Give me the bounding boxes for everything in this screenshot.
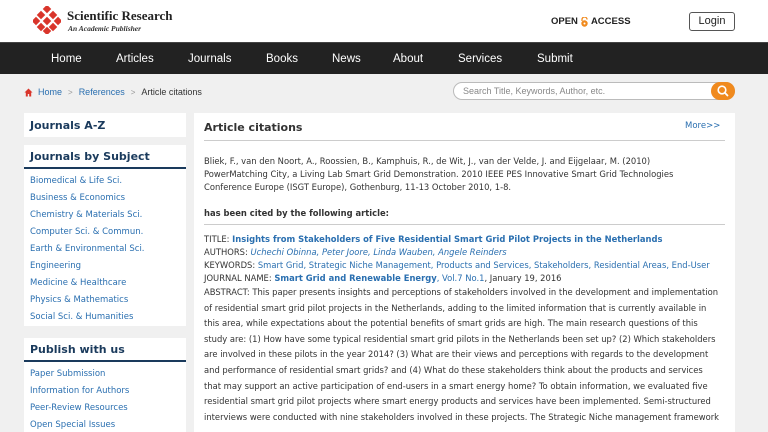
search-input[interactable] — [463, 83, 703, 99]
search-icon — [711, 82, 735, 100]
nav-books[interactable]: Books — [266, 53, 298, 65]
journal-date: , January 19, 2016 — [484, 273, 562, 283]
breadcrumb-separator: > — [68, 87, 73, 97]
keyword-link[interactable]: Products and Services — [436, 260, 529, 270]
reference-line: Conference Europe (ISGT Europe), Gothenburg, 11-13 October 2010, 1-8. — [204, 182, 512, 192]
publish-with-us-panel — [24, 338, 186, 432]
journal-name-link[interactable]: Smart Grid and Renewable Energy — [274, 273, 437, 283]
divider — [24, 360, 186, 362]
abstract-line: that may support an active participation of end-users in a smart energy home? To obtain information, we evaluated five — [204, 380, 708, 391]
divider — [204, 140, 725, 141]
abstract-line: are involved in these pilots in the year 2014? (3) What are their views and perceptions with regards to the development — [204, 349, 709, 360]
breadcrumb — [24, 87, 202, 97]
publish-with-us-heading: Publish with us — [30, 343, 125, 356]
abstract-line: of residential smart grid pilot projects in the Netherlands, adding to the limited information that is currently available in — [204, 302, 707, 313]
breadcrumb-current: Article citations — [141, 87, 202, 97]
abstract-line: this area, while expectations about the potential benefits of smart grids are high. The main research questions of this — [204, 318, 698, 329]
open-access-left: OPEN — [551, 16, 578, 27]
article-keywords-row: KEYWORDS: Smart Grid, Strategic Niche Management, Products and Services, Stakeholders, Residential Areas, End-User — [204, 260, 710, 270]
abstract-line: residential smart grid pilot projects where smart energy products and services have been implemented. Semi-structured — [204, 396, 711, 407]
nav-news[interactable]: News — [332, 53, 361, 65]
cited-by-label: has been cited by the following article: — [204, 208, 390, 218]
more-link[interactable]: More>> — [685, 121, 721, 131]
subject-link[interactable]: Chemistry & Materials Sci. — [30, 210, 143, 220]
journals-az-panel — [24, 113, 186, 137]
publish-link[interactable]: Paper Submission — [30, 369, 106, 379]
subject-link[interactable]: Medicine & Healthcare — [30, 278, 127, 288]
abstract-line: This paper presents insights and perceptions of stakeholders involved in the development and implementation — [252, 287, 718, 297]
search-button[interactable] — [711, 82, 735, 100]
title-label: TITLE: — [204, 234, 230, 244]
login-button[interactable]: Login — [689, 12, 735, 31]
author-link[interactable]: Angele Reinders — [438, 247, 507, 257]
authors-label: AUTHORS: — [204, 247, 248, 257]
reference-text — [204, 155, 725, 194]
search-box — [453, 82, 735, 100]
divider — [204, 224, 725, 225]
breadcrumb-references[interactable]: References — [78, 87, 125, 97]
publisher-name[interactable]: Scientific Research — [67, 8, 173, 23]
publish-link[interactable]: Information for Authors — [30, 386, 130, 396]
journal-volume-link[interactable]: Vol.7 No.1 — [442, 273, 485, 283]
keyword-link[interactable]: End-User — [671, 260, 710, 270]
publish-link[interactable]: Open Special Issues — [30, 420, 116, 430]
nav-about[interactable]: About — [393, 53, 424, 65]
keyword-link[interactable]: Stakeholders — [534, 260, 589, 270]
publish-link[interactable]: Peer-Review Resources — [30, 403, 128, 413]
subject-link[interactable]: Earth & Environmental Sci. — [30, 244, 145, 254]
subject-link[interactable]: Social Sci. & Humanities — [30, 312, 134, 322]
journals-by-subject-heading: Journals by Subject — [30, 150, 150, 163]
breadcrumb-separator: > — [130, 87, 136, 97]
journals-az-link[interactable]: Journals A-Z — [30, 119, 106, 132]
reference-line: Bliek, F., van den Noort, A., Roossien, B., Kamphuis, R., de Wit, J., van der Velde, J. and Eijgelaar, M. (2010) — [204, 156, 651, 166]
abstract-line: and performance of residential smart grids? and (4) What do these stakeholders think about the products and services — [204, 364, 703, 375]
subject-link[interactable]: Computer Sci. & Commun. — [30, 227, 144, 237]
abstract-label: ABSTRACT: — [204, 287, 250, 297]
author-link[interactable]: Peter Joore — [321, 247, 368, 257]
subject-link[interactable]: Engineering — [30, 261, 81, 271]
article-citations-panel — [194, 113, 735, 432]
open-access-badge — [551, 16, 631, 27]
keyword-link[interactable]: Residential Areas — [593, 260, 667, 270]
open-access-right: ACCESS — [590, 16, 631, 27]
publisher-logo-icon[interactable] — [33, 6, 61, 34]
keywords-label: KEYWORDS: — [204, 260, 256, 270]
article-authors-row: AUTHORS: Uchechi Obinna, Peter Joore, Linda Wauben, Angele Reinders — [204, 247, 507, 257]
open-lock-icon — [580, 17, 589, 27]
article-title-link[interactable]: Insights from Stakeholders of Five Residential Smart Grid Pilot Projects in the Netherlands — [232, 234, 663, 244]
main-nav — [0, 42, 768, 74]
nav-submit[interactable]: Submit — [537, 53, 573, 65]
reference-line: PowerMatching City, a Living Lab Smart Grid Demonstration. 2010 IEEE PES Innovative Smart Grid Technologies — [204, 169, 674, 179]
breadcrumb-home[interactable]: Home — [38, 87, 63, 97]
keyword-link[interactable]: Strategic Niche Management — [308, 260, 431, 270]
journals-by-subject-panel — [24, 145, 186, 326]
author-link[interactable]: Linda Wauben — [373, 247, 433, 257]
nav-journals[interactable]: Journals — [188, 53, 232, 65]
nav-home[interactable]: Home — [51, 53, 82, 65]
divider — [24, 167, 186, 169]
subject-link[interactable]: Physics & Mathematics — [30, 295, 129, 305]
nav-articles[interactable]: Articles — [116, 53, 154, 65]
abstract-line: study are: (1) How have some typical residential smart grid pilots in the Netherlands been set up? (2) Which stakeholders — [204, 333, 716, 344]
article-journal-row: JOURNAL NAME: Smart Grid and Renewable Energy, Vol.7 No.1, January 19, 2016 — [204, 273, 562, 283]
keyword-link[interactable]: Smart Grid — [257, 260, 304, 270]
article-title-row — [204, 233, 725, 246]
site-header — [0, 0, 768, 42]
subject-link[interactable]: Biomedical & Life Sci. — [30, 176, 123, 186]
citing-article — [204, 233, 725, 425]
home-icon[interactable] — [24, 88, 33, 97]
nav-services[interactable]: Services — [458, 53, 503, 65]
article-abstract — [204, 285, 725, 425]
author-link[interactable]: Uchechi Obinna — [250, 247, 317, 257]
page-title: Article citations — [204, 121, 303, 134]
subject-link[interactable]: Business & Economics — [30, 193, 126, 203]
journal-label: JOURNAL NAME: — [204, 273, 272, 283]
publisher-tagline: An Academic Publisher — [68, 24, 142, 33]
abstract-line: interviews were conducted with nine stakeholders involved in these projects. The Strategic Niche management framework — [204, 411, 719, 422]
